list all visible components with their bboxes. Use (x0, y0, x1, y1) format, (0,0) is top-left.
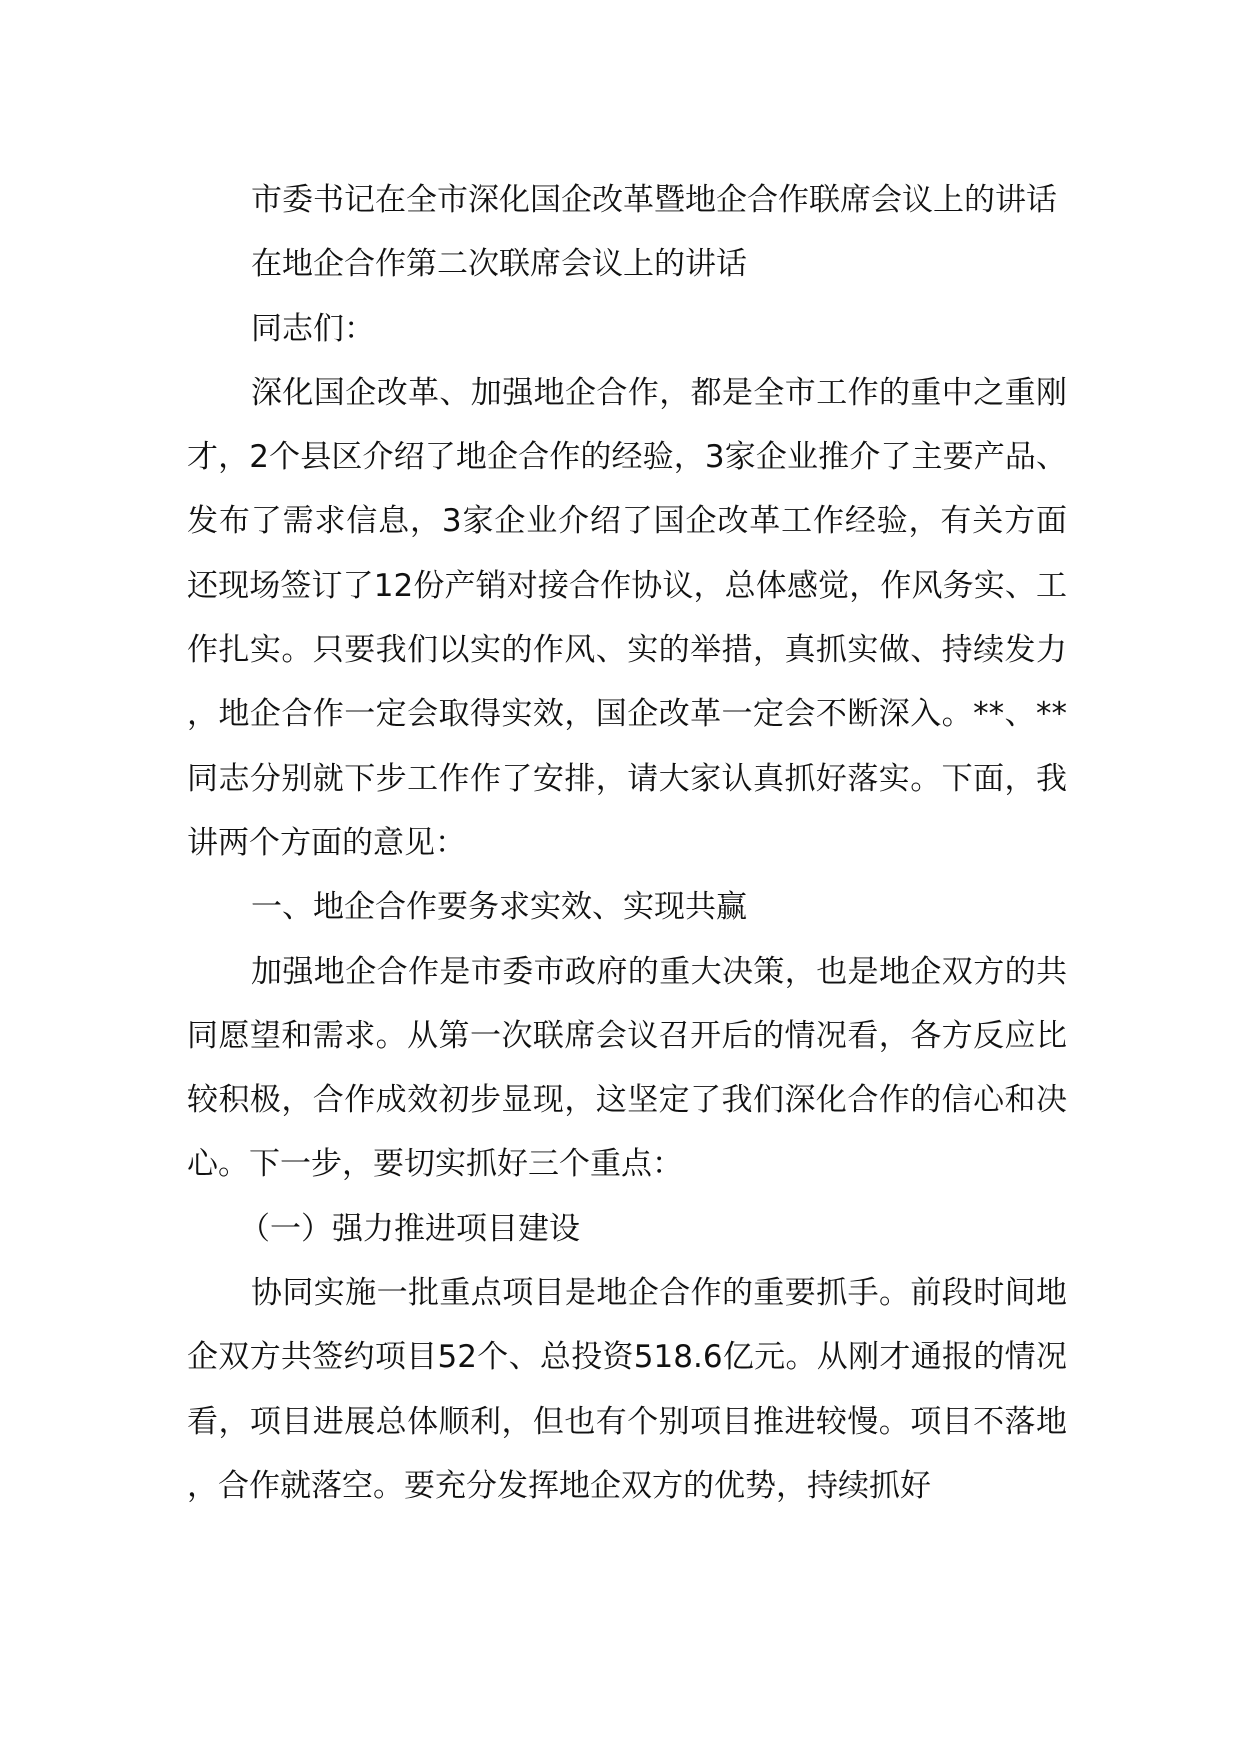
section-heading: 一、地企合作要务求实效、实现共赢 (251, 889, 747, 926)
subsection-heading: （一）强力推进项目建设 (239, 1210, 580, 1247)
document-page (187, 168, 1067, 1518)
salutation: 同志们： (251, 310, 375, 347)
document-subtitle: 在地企合作第二次联席会议上的讲话 (251, 246, 747, 283)
document-title: 市委书记在全市深化国企改革暨地企合作联席会议上的讲话 (251, 182, 1057, 218)
body-paragraph: 深化国企改革、加强地企合作，都是全市工作的重中之重刚才，2个县区介绍了地企合作的经验，3家企业推介了主要产品、发布了需求信息，3家企业介绍了国企改革工作经验，有关方面还现场签订了12份产销对接合作协议，总体感觉，作风务实、工作扎实。只要我们以实的作风、实的举措，真抓实做、持续发力，地企合作一定会取得实效，国企改革一定会不断深入。**、**同志分别就下步工作作了安排，请大家认真抓好落实。下面，我讲两个方面的意见： (187, 374, 1067, 861)
body-paragraph: 协同实施一批重点项目是地企合作的重要抓手。前段时间地企双方共签约项目52个、总投资518.6亿元。从刚才通报的情况看，项目进展总体顺利，但也有个别项目推进较慢。项目不落地，合作就落空。要充分发挥地企双方的优势，持续抓好 (187, 1275, 1067, 1504)
body-paragraph: 加强地企合作是市委市政府的重大决策，也是地企双方的共同愿望和需求。从第一次联席会议召开后的情况看，各方反应比较积极，合作成效初步显现，这坚定了我们深化合作的信心和决心。下一步，要切实抓好三个重点： (187, 953, 1067, 1183)
